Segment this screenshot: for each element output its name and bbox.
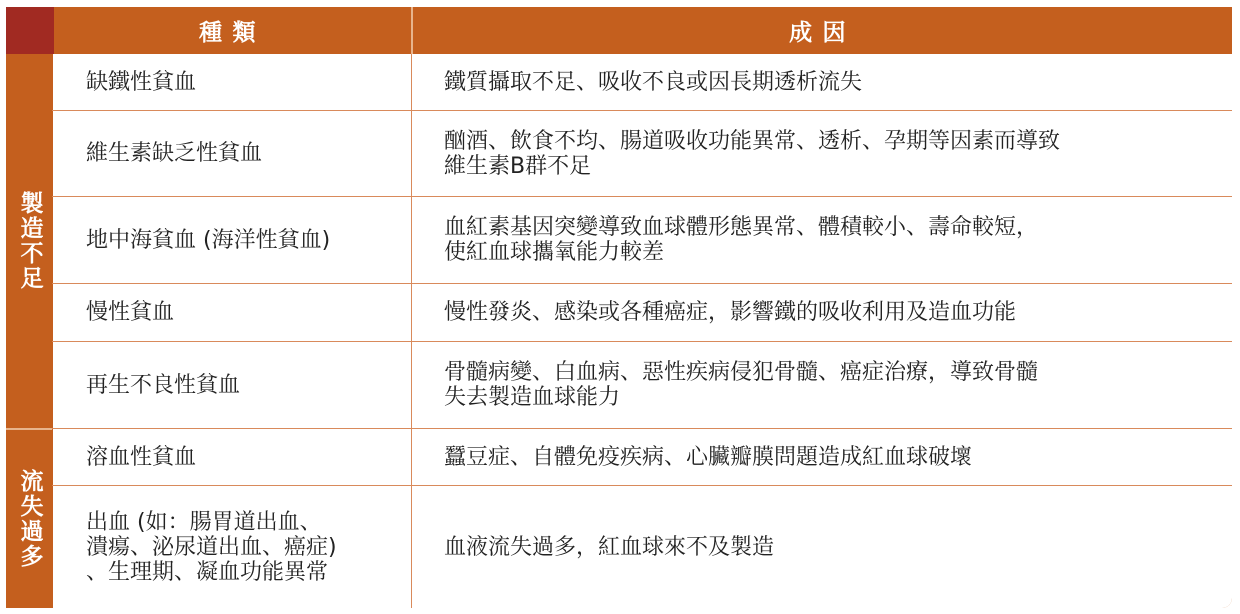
table-row-cause: 骨髓病變、白血病、惡性疾病侵犯骨髓、癌症治療，導致骨髓 失去製造血球能力 [444,360,1039,410]
header-type: 種類 [54,7,411,54]
group-production-deficit [6,54,52,428]
column-divider [411,54,412,608]
table-row-cause: 血紅素基因突變導致血球體形態異常、體積較小、壽命較短， 使紅血球攜氧能力較差 [444,215,1039,265]
table-row-cause: 血液流失過多，紅血球來不及製造 [444,534,775,560]
table-row-type: 慢性貧血 [86,300,175,325]
group-blood-loss [6,430,52,608]
table-row-cause: 慢性發炎、感染或各種癌症，影響鐵的吸收利用及造血功能 [444,300,1017,325]
table-row-type: 再生不良性貧血 [86,372,241,398]
table-row-type: 維生素缺乏性貧血 [86,141,263,166]
table-row-type: 地中海貧血 (海洋性貧血) [86,227,331,253]
table-row-cause: 鐵質攝取不足、吸收不良或因長期透析流失 [444,69,863,95]
anemia-table [6,7,1232,608]
table-row-cause: 蠶豆症、自體免疫疾病、心臟瓣膜問題造成紅血球破壞 [444,444,973,470]
header-cause: 成因 [413,7,1232,54]
table-row-type: 缺鐵性貧血 [86,69,197,95]
table-row-type: 出血 (如：腸胃道出血、 潰瘍、泌尿道出血、癌症) 、生理期、凝血功能異常 [86,509,337,585]
header-corner [6,7,54,54]
group-label: 製造不足 [16,191,43,291]
table-row-type: 溶血性貧血 [86,444,197,470]
group-label: 流失過多 [16,469,43,569]
table-row-cause: 酗酒、飲食不均、腸道吸收功能異常、透析、孕期等因素而導致 維生素B群不足 [444,128,1061,179]
